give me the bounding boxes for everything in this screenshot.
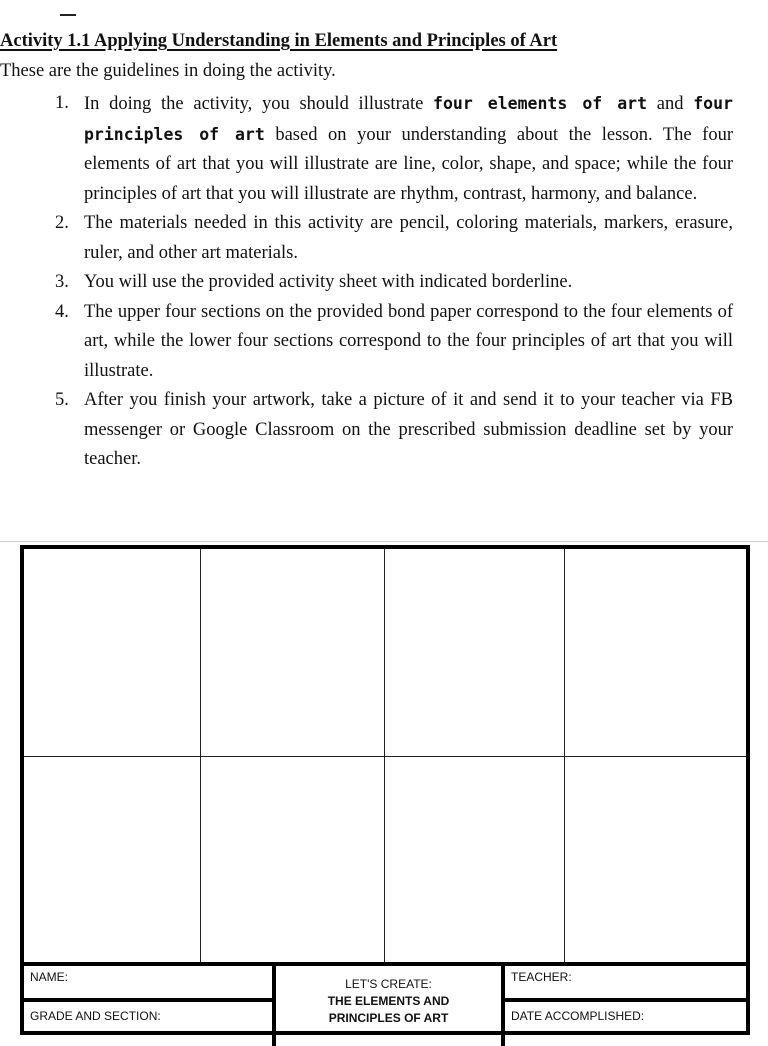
guidelines-list (55, 89, 733, 475)
date-accomplished-field (501, 1002, 746, 1046)
sheet-title-line-2: THE ELEMENTS AND (327, 994, 450, 1008)
principle-section-3 (385, 757, 565, 962)
grade-section-field (24, 1002, 276, 1046)
name-field (24, 966, 276, 1002)
element-section-1 (24, 549, 201, 757)
artwork-grid (24, 549, 746, 962)
activity-sheet (20, 545, 750, 1035)
guideline-number: 1. (55, 93, 69, 113)
guideline-number: 5. (55, 390, 69, 410)
guidelines-intro: These are the guidelines in doing the activity. (0, 61, 336, 81)
guideline-number: 2. (55, 213, 69, 233)
sheet-title-block (276, 966, 501, 1046)
sheet-title-line-3: PRINCIPLES OF ART (328, 1011, 449, 1025)
date-accomplished-label: DATE ACCOMPLISHED: (511, 1009, 645, 1023)
guideline-text (84, 89, 733, 209)
guideline-text: The upper four sections on the provided bond paper correspond to the four elements of art, while the lower four sections correspond to the four principles of art that you will illustrate. (84, 301, 733, 381)
grade-section-label: GRADE AND SECTION: (30, 1009, 161, 1023)
sheet-footer (24, 962, 746, 1042)
teacher-field (501, 966, 746, 1002)
guideline-number: 3. (55, 272, 69, 292)
guideline-item (55, 298, 733, 387)
sheet-title-line-1: LET'S CREATE: (345, 977, 432, 991)
principle-section-1 (24, 757, 201, 962)
guideline-text-part: and (647, 94, 694, 114)
guideline-number: 4. (55, 301, 69, 322)
guideline-emphasis: four principles of art (84, 94, 733, 144)
element-section-4 (565, 549, 746, 757)
teacher-label: TEACHER: (511, 970, 572, 984)
principle-section-2 (201, 757, 385, 962)
guideline-text: You will use the provided activity sheet with indicated borderline. (84, 272, 573, 292)
guideline-item (55, 89, 733, 209)
guideline-item (55, 268, 733, 298)
page-corner-mark (60, 14, 76, 16)
element-section-3 (385, 549, 565, 757)
guideline-text-part: based on your understanding about the lesson. The four elements of art that you will illustrate are line, color, shape, and space; while the four principles of art that you will illustrate are rhythm, contrast, harmony, and balance. (84, 124, 733, 204)
guideline-text: After you finish your artwork, take a picture of it and send it to your teacher via FB messenger or Google Classroom on the prescribed submission deadline set by your teacher. (84, 390, 733, 469)
name-label: NAME: (30, 970, 69, 984)
guideline-item (55, 386, 733, 475)
activity-title: Activity 1.1 Applying Understanding in Elements and Principles of Art (0, 31, 558, 51)
element-section-2 (201, 549, 385, 757)
principle-section-4 (565, 757, 746, 962)
guideline-text-part: In doing the activity, you should illustrate (84, 94, 434, 114)
guideline-text: The materials needed in this activity are pencil, coloring materials, markers, erasure, ruler, and other art materials. (84, 213, 733, 263)
guideline-item (55, 209, 733, 268)
guideline-emphasis: four elements of art (433, 94, 648, 113)
sheet-edge-line (0, 541, 768, 542)
